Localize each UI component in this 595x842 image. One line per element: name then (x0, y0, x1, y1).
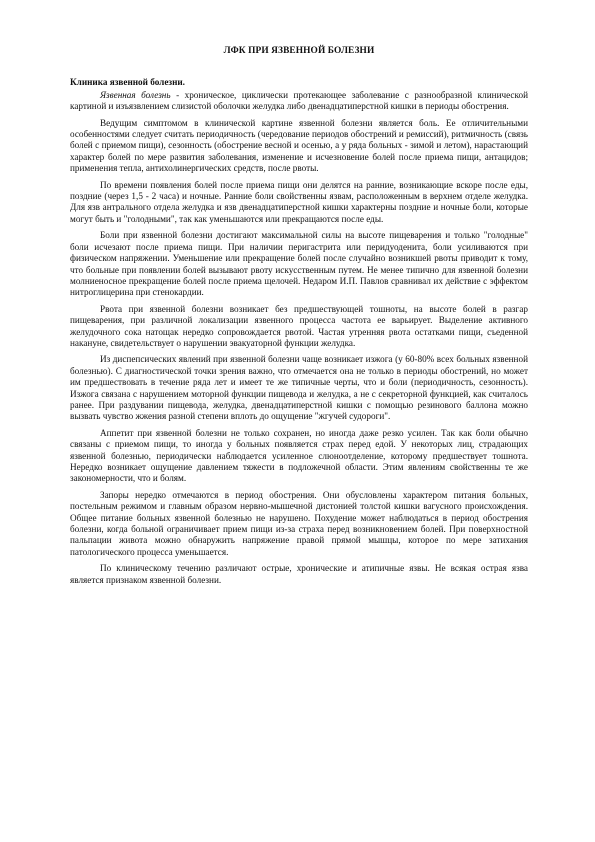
paragraph-9: По клиническому течению различают острые, хронические и атипичные язвы. Не всякая острая язва является признаком язвенной болезни. (70, 563, 528, 585)
paragraph-5: Рвота при язвенной болезни возникает без предшествующей тошноты, на высоте болей в разгар пищеварения, при различной локализации язвенного процесса частота ее варьирует. Выделение активного желудочного сока натощак нередко сопровождается рвотой. Частая утренняя рвота остатками пищи, съеденной накануне, свидетельствует о нарушении эвакуаторной функции желудка. (70, 303, 528, 348)
paragraph-2: Ведущим симптомом в клинической картине язвенной болезни является боль. Ее отличительными особенностями следует считать периодичность (чередование периодов обострений и ремиссий), ритмичность (связь болей с приемом пищи), сезонность (обострение весной и осенью, а у ряда больных - зимой и летом), нарастающий характер болей по мере развития заболевания, изменение и исчезновение болей после приема пищи, антацидов; применения тепла, антихолинергических средств, после рвоты. (70, 117, 528, 174)
paragraph-1-text: - хроническое, циклически протекающее заболевание с разнообразной клинической картиной и изъязвлением слизистой оболочки желудка либо двенадцатиперстной кишки в периоды обострения. (70, 89, 528, 112)
section-title: Клиника язвенной болезни. (70, 77, 185, 88)
paragraph-3: По времени появления болей после приема пищи они делятся на ранние, возникающие вскоре после еды, поздние (через 1,5 - 2 часа) и ночные. Ранние боли свойственны язвам, расположенным в верхнем отделе желудка. Для язв антрального отдела желудка и язв двенадцатиперстной кишки характерны поздние и ночные боли, которые могут быть и "голодными", так как уменьшаются или прекращаются после еды. (70, 179, 528, 224)
document-title: ЛФК ПРИ ЯЗВЕННОЙ БОЛЕЗНИ (223, 46, 375, 56)
paragraph-8: Запоры нередко отмечаются в период обострения. Они обусловлены характером питания больных, постельным режимом и главным образом нервно-мышечной дистонией толстой кишки вагусного происхождения. Общее питание больных язвенной болезнью не нарушено. Похудение может наблюдаться в период обострения болезни, когда больной ограничивает прием пищи из-за страха перед возникновением болей. При поверхностной пальпации живота можно обнаружить напряжение правой прямой мышцы, которое по мере затихания патологического процесса уменьшается. (70, 489, 528, 557)
term-peptic-ulcer: Язвенная болезнь (100, 89, 171, 100)
paragraph-4: Боли при язвенной болезни достигают максимальной силы на высоте пищеварения и только "голодные" боли исчезают после приема пищи. При наличии перигастрита или перидуоденита, боли усиливаются при физическом напряжении. Уменьшение или прекращение болей после случайно возникшей рвоты приводит к тому, что больные при появлении болей вызывают рвоту искусственным путем. Не менее типично для язвенной болезни молниеносное прекращение болей после приема щелочей. Недаром И.П. Павлов сравнивал их действие с эффектом нитроглицерина при стенокардии. (70, 230, 528, 298)
paragraph-7: Аппетит при язвенной болезни не только сохранен, но иногда даже резко усилен. Так как боли обычно связаны с приемом пищи, то иногда у больных появляется страх перед едой. У некоторых лиц, страдающих язвенной болезнью, периодически наблюдается усиленное слюноотделение, которому предшествует тошнота. Нередко возникает ощущение давлением тяжести в подложечной области. Этим явлениям свойственны те же закономерности, что и болям. (70, 427, 528, 484)
document-page (70, 0, 528, 586)
paragraph-1 (70, 90, 528, 113)
paragraph-6: Из диспепсических явлений при язвенной болезни чаще возникает изжога (у 60-80% всех больных язвенной болезнью). С диагностической точки зрения важно, что отмечается она не только в периоды обострений, но может им предшествовать в течение ряда лет и имеет те же типичные черты, что и боли (периодичность, сезонность). Изжога связана с нарушением моторной функции пищевода и желудка, а не с секреторной функцией, как считалось ранее. При раздувании пищевода, желудка, двенадцатиперстной кишки с помощью резинового баллона можно вызвать чувство жжения разной степени вплоть до ощущение "жгучей судороги". (70, 354, 528, 422)
